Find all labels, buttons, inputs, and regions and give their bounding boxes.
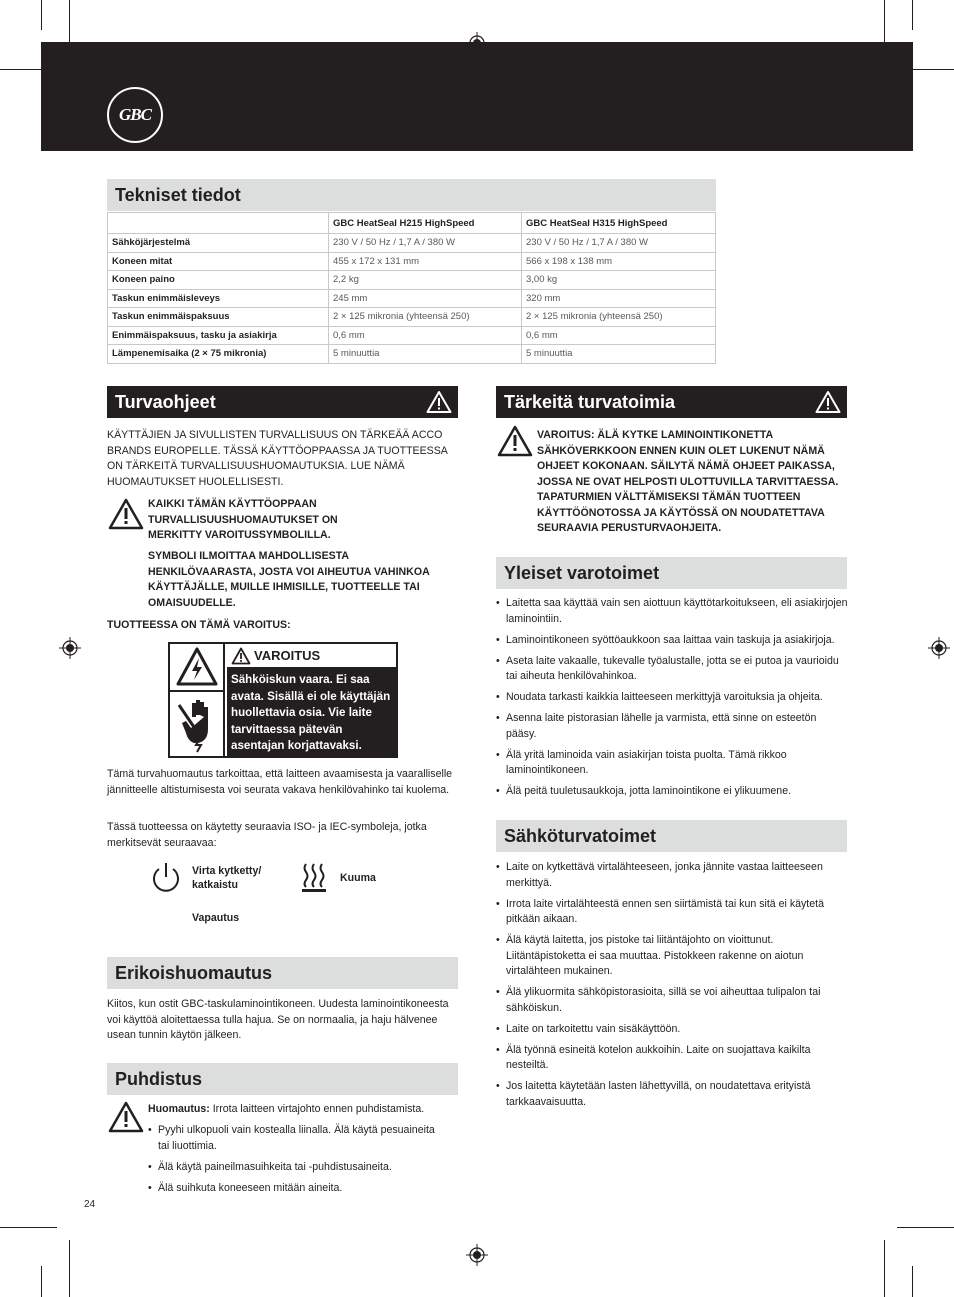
spec-cell: 320 mm [522,289,716,308]
tarkeita-title [496,386,847,418]
spec-row [108,289,716,308]
warning-icon [497,425,533,457]
spec-row-label: Taskun enimmäisleveys [108,289,329,308]
spec-cell: 5 minuuttia [522,345,716,364]
puhdistus-item: • Älä käytä paineilmasuihkeita tai -puhdistusaineita. [148,1160,448,1176]
symbol-power-label: Virta kytketty/ katkaistu [192,865,262,891]
turvaohjeet-note1: KAIKKI TÄMÄN KÄYTTÖOPPAAN TURVALLISUUSHUOMAUTUKSET ON MERKITTY VAROITUSSYMBOLILLA. [148,498,338,541]
erikois-text: Kiitos, kun ostit GBC-taskulaminointikoneen. Uudesta laminointikoneesta voi käyttöä aloitettaessa tulla hajua. Se on normaalia, ja haju hälvenee usean tunnin käytön jälkeen. [107,998,449,1041]
spec-table [107,212,716,364]
spec-header-cell: GBC HeatSeal H315 HighSpeed [522,213,716,234]
yleiset-list [496,596,848,805]
spec-row-label: Lämpenemisaika (2 × 75 mikronia) [108,345,329,364]
sahko-item: • Laite on tarkoitettu vain sisäkäyttöön. [496,1022,848,1038]
spec-row-label: Enimmäispaksuus, tasku ja asiakirja [108,326,329,345]
spec-row [108,271,716,290]
puhdistus-item: • Älä suihkuta koneeseen mitään aineita. [148,1181,448,1197]
warning-icon [815,390,841,414]
spec-cell: 5 minuuttia [329,345,522,364]
symbol-release-label: Vapautus [192,912,240,924]
spec-header-cell: GBC HeatSeal H215 HighSpeed [329,213,522,234]
spec-row [108,308,716,327]
spec-cell: 245 mm [329,289,522,308]
turvaohjeet-intro: KÄYTTÄJIEN JA SIVULLISTEN TURVALLISUUS ON TÄRKEÄÄ ACCO BRANDS EUROPELLE. TÄSSÄ KÄYTTÖOPPAASSA JA TUOTTEESSA ON TÄRKEITÄ TURVALLISUUSHUOMAUTUKSIA. LUE NÄMÄ HUOMAUTUKSET HUOLELLISESTI. [107,429,448,488]
yleiset-item: • Aseta laite vakaalle, tukevalle työalustalle, jotta se ei putoa ja vaurioidu tai aiheuta henkilövahinkoa. [496,654,848,685]
sahko-item: • Irrota laite virtalähteestä ennen sen siirtämistä tai kun sitä ei käytetä pitkään aikaan. [496,897,848,928]
puhdistus-list [148,1123,448,1202]
warning-label-header [227,644,396,669]
crop-mark [884,1240,885,1297]
warning-icon [426,390,452,414]
spec-row [108,252,716,271]
crop-mark [912,0,913,30]
yleiset-item: • Älä yritä laminoida vain asiakirjan toista puolta. Tämä rikkoo laminointikoneen. [496,748,848,779]
registration-mark [466,1244,488,1266]
spec-title [107,179,716,211]
warning-icon [108,498,144,530]
puhdistus-note-bold: Huomautus: [148,1103,210,1115]
puhdistus-note-text: Irrota laitteen virtajohto ennen puhdistamista. [209,1103,425,1115]
yleiset-title-text: Yleiset varotoimet [504,562,660,583]
warning-label [168,642,398,758]
crop-mark [41,0,42,30]
page-number: 24 [84,1199,96,1210]
crop-mark [912,1266,913,1297]
crop-mark [69,1240,70,1297]
sahko-item: • Älä ylikuormita sähköpistorasioita, sillä se voi aiheuttaa tulipalon tai sähköiskun. [496,985,848,1016]
hand-shock-icon [174,695,220,753]
crop-mark [0,1227,57,1228]
spec-title-text: Tekniset tiedot [115,184,241,205]
crop-mark [897,1227,954,1228]
warning-label-divider [170,690,225,692]
spec-header-row [108,213,716,234]
turvaohjeet-title-text: Turvaohjeet [115,391,216,412]
warning-icon [108,1101,144,1133]
spec-cell: 0,6 mm [329,326,522,345]
erikois-title [107,957,458,989]
spec-cell: 3,00 kg [522,271,716,290]
sahko-item: • Älä työnnä esineitä kotelon aukkoihin. Laite on suojattava kaikilta nesteiltä. [496,1043,848,1074]
crop-mark [41,1266,42,1297]
sahko-item: • Laite on kytkettävä virtalähteeseen, jonka jännite vastaa laitteeseen merkittyä. [496,860,848,891]
spec-row-label: Koneen paino [108,271,329,290]
sahko-list [496,860,848,1116]
spec-cell: 2,2 kg [329,271,522,290]
spec-row [108,326,716,345]
yleiset-item: • Älä peitä tuuletusaukkoja, jotta laminointikone ei ylikuumene. [496,784,848,800]
sahko-title [496,820,847,852]
puhdistus-item: • Pyyhi ulkopuoli vain kostealla liinalla. Älä käytä pesuaineita tai liuottimia. [148,1123,448,1154]
hot-icon [301,860,327,893]
warning-label-body: Sähköiskun vaara. Ei saa avata. Sisällä ei ole käyttäjän huollettavia osia. Vie laite tarvittaessa pätevän asentajan korjattavaksi. [227,669,396,756]
warning-label-header-text: VAROITUS [254,648,321,663]
sahko-item: • Jos laitetta käytetään lasten lähettyvillä, on noudatettava erityistä tarkkaavaisuutta. [496,1079,848,1110]
sahko-title-text: Sähköturvatoimet [504,825,657,846]
spec-cell: 455 x 172 x 131 mm [329,252,522,271]
puhdistus-title [107,1063,458,1095]
turvaohjeet-para2: Tässä tuotteessa on käytetty seuraavia ISO- ja IEC-symboleja, jotka merkitsevät seuraavaa: [107,821,427,849]
spec-cell: 0,6 mm [522,326,716,345]
turvaohjeet-title [107,386,458,418]
spec-cell: 230 V / 50 Hz / 1,7 A / 380 W [329,234,522,253]
tarkeita-title-text: Tärkeitä turvatoimia [504,391,676,412]
spec-cell: 230 V / 50 Hz / 1,7 A / 380 W [522,234,716,253]
registration-mark [59,637,81,659]
logo-text: GBC [119,105,151,124]
yleiset-item: • Noudata tarkasti kaikkia laitteeseen merkittyjä varoituksia ja ohjeita. [496,690,848,706]
spec-row-label: Taskun enimmäispaksuus [108,308,329,327]
spec-row-label: Koneen mitat [108,252,329,271]
spec-row [108,345,716,364]
yleiset-title [496,557,847,589]
spec-header-cell [108,213,329,234]
spec-cell: 2 × 125 mikronia (yhteensä 250) [329,308,522,327]
warning-label-icons [170,644,225,756]
warning-icon [231,647,251,665]
spec-row [108,234,716,253]
sahko-item: • Älä käytä laitetta, jos pistoke tai liitäntäjohto on vioittunut. Liitäntäpistoketta ei saa muuttaa. Pistokkeen rakenne on aiotun virtalähteen mukainen. [496,933,848,980]
puhdistus-title-text: Puhdistus [115,1068,203,1089]
registration-mark [928,637,950,659]
spec-cell: 566 x 198 x 138 mm [522,252,716,271]
product-label-text: TUOTTEESSA ON TÄMÄ VAROITUS: [107,619,291,631]
spec-cell: 2 × 125 mikronia (yhteensä 250) [522,308,716,327]
power-icon [150,861,182,894]
spec-row-label: Sähköjärjestelmä [108,234,329,253]
erikois-title-text: Erikoishuomautus [115,962,273,983]
gbc-logo [107,87,163,143]
yleiset-item: • Asenna laite pistorasian lähelle ja varmista, että sinne on esteetön pääsy. [496,711,848,742]
electric-shock-icon [175,646,219,688]
symbol-hot-label: Kuuma [340,872,376,884]
header-band [41,42,913,151]
tarkeita-text: VAROITUS: ÄLÄ KYTKE LAMINOINTIKONETTA SÄHKÖVERKKOON ENNEN KUIN OLET LUKENUT NÄMÄ OHJEET KOKONAAN. SÄILYTÄ NÄMÄ OHJEET PAIKASSA, JOSSA NE OVAT HELPOSTI ULOTTUVILLA TARVITTAESSA. TAPATURMIEN VÄLTTÄMISEKSI TÄMÄN TUOTTEEN KÄYTTÖÖNOTOSSA JA KÄYTÖSSÄ ON NOUDATETTAVA SEURAAVIA PERUSTURVAOHJEITA. [537,429,839,534]
turvaohjeet-note2: SYMBOLI ILMOITTAA MAHDOLLISESTA HENKILÖVAARASTA, JOSTA VOI AIHEUTUA VAHINKOA KÄYTTÄJÄLLE, MUILLE IHMISILLE, TUOTTEELLE TAI OMAISUUDELLE. [148,550,430,609]
puhdistus-note [148,1102,458,1118]
turvaohjeet-para1: Tämä turvahuomautus tarkoittaa, että laitteen avaamisesta ja vaaralliselle jännitteelle altistumisesta voi seurata vakava henkilövahinko tai kuolema. [107,768,453,796]
yleiset-item: • Laminointikoneen syöttöaukkoon saa laittaa vain taskuja ja asiakirjoja. [496,633,848,649]
yleiset-item: • Laitetta saa käyttää vain sen aiottuun käyttötarkoitukseen, eli asiakirjojen laminointiin. [496,596,848,627]
